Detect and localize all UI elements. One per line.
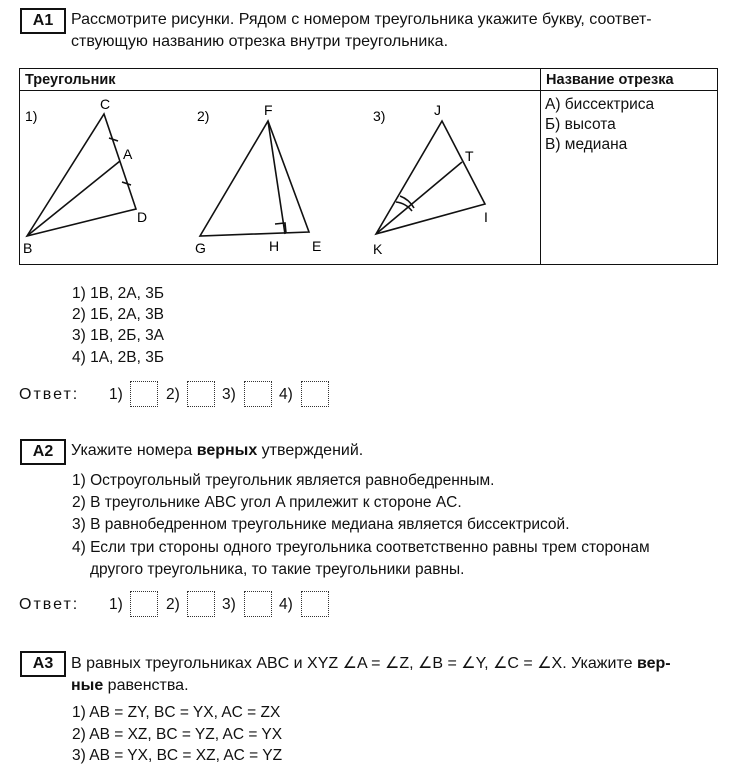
a2-answer-box-2[interactable] bbox=[187, 591, 215, 617]
a1-answer-choice-4-label: 4) bbox=[279, 386, 293, 403]
question-a1-text-line1: Рассмотрите рисунки. Рядом с номером треугольника укажите букву, соответ- bbox=[71, 11, 652, 28]
a2-option-4-line1: 4) Если три стороны одного треугольника соответственно равны трем сторонам bbox=[72, 539, 650, 556]
label-j: J bbox=[434, 102, 441, 118]
a1-answer-choice-2-label: 2) bbox=[166, 386, 180, 403]
question-a2-tag: А2 bbox=[20, 439, 66, 465]
a1-answer-box-4[interactable] bbox=[301, 381, 329, 407]
question-a2-text-pre: Укажите номера bbox=[71, 442, 197, 459]
a2-option-1: 1) Остроугольный треугольник является равнобедренным. bbox=[72, 472, 495, 489]
a1-option-2: 2) 1Б, 2А, 3В bbox=[72, 306, 165, 323]
label-i: I bbox=[484, 209, 488, 225]
question-a3-text-line2-bold: ные bbox=[71, 677, 104, 694]
a2-answer-choice-1-label: 1) bbox=[109, 596, 123, 613]
a2-answer-choice-2-label: 2) bbox=[166, 596, 180, 613]
label-f: F bbox=[264, 102, 273, 118]
label-a: A bbox=[123, 146, 133, 162]
a1-option-3: 3) 1В, 2Б, 3А bbox=[72, 327, 165, 344]
a1-option-4: 4) 1А, 2В, 3Б bbox=[72, 349, 165, 366]
question-a2-text bbox=[71, 440, 363, 461]
a2-answer-choice-4-label: 4) bbox=[279, 596, 293, 613]
label-h: H bbox=[269, 238, 280, 254]
label-k: K bbox=[373, 241, 383, 257]
figure-1-number: 1) bbox=[25, 108, 38, 124]
label-c: C bbox=[100, 96, 111, 112]
a1-answer-choice-3-label: 3) bbox=[222, 386, 236, 403]
question-a2-text-post: утверждений. bbox=[257, 442, 364, 459]
figure-2-number: 2) bbox=[197, 108, 210, 124]
segment-name-altitude: Б) высота bbox=[545, 116, 616, 133]
label-e: E bbox=[312, 238, 322, 254]
a1-answer-box-1[interactable] bbox=[130, 381, 158, 407]
question-a3-text-line1-bold: вер- bbox=[636, 655, 671, 672]
triangle-figures bbox=[19, 91, 539, 266]
segment-name-bisector: А) биссектриса bbox=[545, 96, 655, 113]
triangle-2 bbox=[200, 121, 309, 236]
segment-name-median: В) медиана bbox=[545, 136, 628, 153]
question-a3-text-line2-post: равенства. bbox=[103, 677, 189, 694]
question-a1-text-line2: ствующую названию отрезка внутри треугольника. bbox=[71, 33, 449, 50]
figure-3-number: 3) bbox=[373, 108, 386, 124]
a2-answer-label: Ответ: bbox=[19, 596, 80, 613]
question-a3-text-line1-pre: В равных треугольниках ABC и XYZ ∠A = ∠Z, ∠B = ∠Y, ∠C = ∠X. Укажите bbox=[71, 655, 637, 672]
question-a3-tag: А3 bbox=[20, 651, 66, 677]
question-a3-text-line2 bbox=[71, 675, 189, 696]
a2-answer-choice-3-label: 3) bbox=[222, 596, 236, 613]
a3-option-3: 3) AB = YX, BC = XZ, AC = YZ bbox=[72, 747, 283, 764]
question-a3-text-line1 bbox=[71, 653, 671, 674]
a2-answer-box-1[interactable] bbox=[130, 591, 158, 617]
a1-answer-box-3[interactable] bbox=[244, 381, 272, 407]
a2-answer-box-4[interactable] bbox=[301, 591, 329, 617]
a3-option-2: 2) AB = XZ, BC = YZ, AC = YX bbox=[72, 726, 283, 743]
a1-option-1: 1) 1В, 2А, 3Б bbox=[72, 285, 165, 302]
table-header-triangle: Треугольник bbox=[25, 71, 116, 88]
table-header-segment-name: Название отрезка bbox=[546, 71, 674, 88]
triangle-3 bbox=[376, 121, 485, 234]
triangle-1 bbox=[27, 114, 136, 236]
label-g: G bbox=[195, 240, 206, 256]
a1-answer-box-2[interactable] bbox=[187, 381, 215, 407]
question-a2-text-bold: верных bbox=[196, 442, 258, 459]
a1-answer-label: Ответ: bbox=[19, 386, 80, 403]
a2-answer-box-3[interactable] bbox=[244, 591, 272, 617]
a2-option-2: 2) В треугольнике ABC угол A прилежит к стороне AC. bbox=[72, 494, 462, 511]
a2-option-3: 3) В равнобедренном треугольнике медиана является биссектрисой. bbox=[72, 516, 570, 533]
a1-answer-choice-1-label: 1) bbox=[109, 386, 123, 403]
label-d: D bbox=[137, 209, 148, 225]
a3-option-1: 1) AB = ZY, BC = YX, AC = ZX bbox=[72, 704, 281, 721]
label-b: B bbox=[23, 240, 33, 256]
a2-option-4-line2: другого треугольника, то такие треугольники равны. bbox=[90, 561, 465, 578]
label-t: T bbox=[465, 148, 474, 164]
question-a1-tag: А1 bbox=[20, 8, 66, 34]
